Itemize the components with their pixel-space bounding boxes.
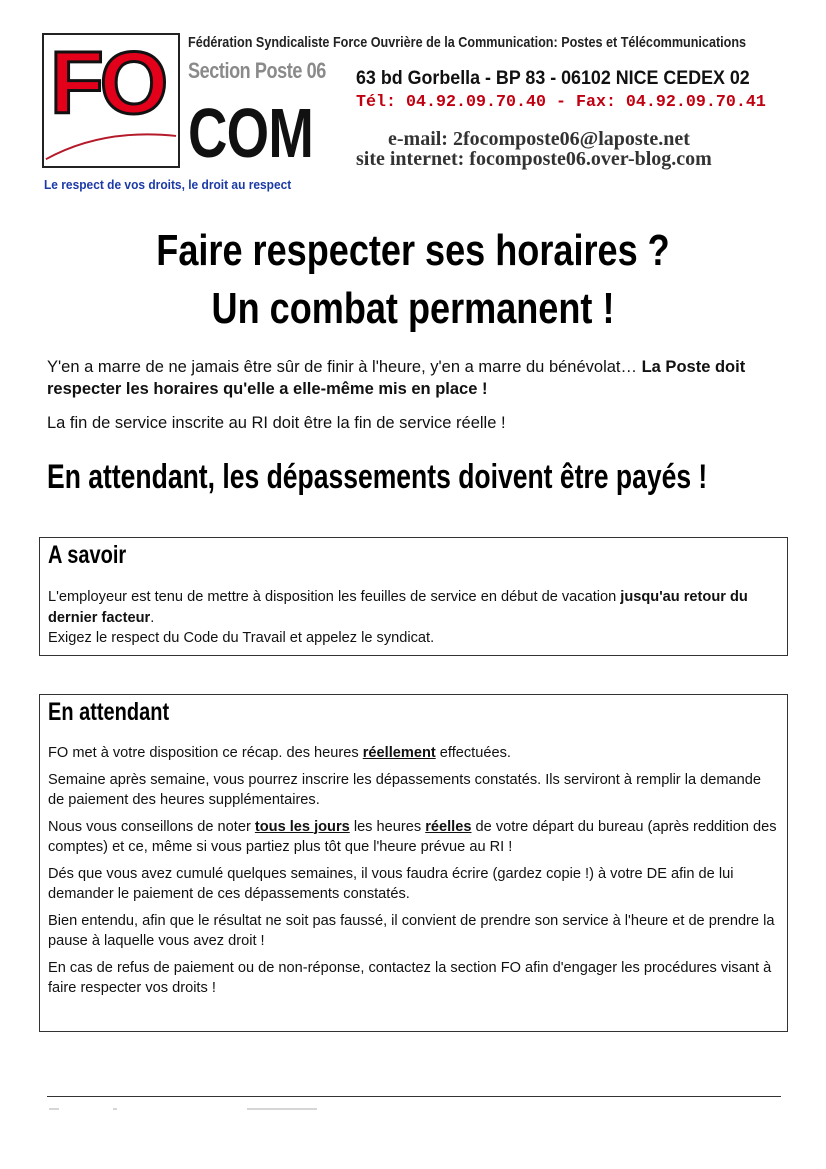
attendant-body xyxy=(48,743,778,1005)
attendant-paragraph-5: Bien entendu, afin que le résultat ne soit pas faussé, il convient de prendre son service à l'heure et de prendre la pause à laquelle vous avez droit ! xyxy=(48,912,775,949)
phone-fax: Tél: 04.92.09.70.40 - Fax: 04.92.09.70.41 xyxy=(356,93,766,112)
footer-faint-marks xyxy=(47,1108,781,1116)
attendant-p3-underline-2: réelles xyxy=(425,818,472,835)
attendant-box xyxy=(39,694,788,1032)
attendant-paragraph-2: Semaine après semaine, vous pourrez inscrire les dépassements constatés. Ils serviront à remplir la demande de paiement des heures supplémentaires. xyxy=(48,771,761,808)
intro-paragraph xyxy=(47,356,787,400)
savoir-body xyxy=(48,587,778,649)
attendant-paragraph-4: Dés que vous avez cumulé quelques semaines, il vous faudra écrire (gardez copie !) à votre DE afin de lui demander le paiement de ces dépassements constatés. xyxy=(48,865,734,902)
section-label: Section Poste 06 xyxy=(188,58,326,83)
intro-bold: La Poste doit respecter les horaires qu'elle a elle-même mis en place ! xyxy=(47,358,746,398)
attendant-paragraph-1 xyxy=(48,743,778,764)
attendant-p3-b: les heures xyxy=(349,818,426,835)
attendant-paragraph-6: En cas de refus de paiement ou de non-réponse, contactez la section FO afin d'engager les procédures visant à faire respecter vos droits ! xyxy=(48,959,772,996)
headline-line-1: Faire respecter ses horaires ? xyxy=(156,226,670,275)
attendant-p3-a: Nous vous conseillons de noter xyxy=(48,818,255,835)
attendant-title: En attendant xyxy=(48,698,170,726)
website-contact: site internet: focomposte06.over-blog.com xyxy=(356,148,712,170)
fo-logo xyxy=(42,33,180,168)
attendant-p1-a: FO met à votre disposition ce récap. des heures xyxy=(48,745,363,761)
attendant-p3-underline-1: tous les jours xyxy=(254,818,350,835)
fin-service-statement: La fin de service inscrite au RI doit être la fin de service réelle ! xyxy=(47,414,506,432)
savoir-title: A savoir xyxy=(48,541,127,569)
footer-divider xyxy=(47,1096,781,1097)
brand-com: COM xyxy=(188,94,314,172)
savoir-p1-bold: jusqu'au retour du dernier facteur xyxy=(48,589,748,626)
headline-line-2: Un combat permanent ! xyxy=(211,284,615,333)
attention-heading: En attendant, les dépassements doivent être payés ! xyxy=(47,458,708,496)
federation-name: Fédération Syndicaliste Force Ouvrière de la Communication: Postes et Télécommunications xyxy=(188,34,747,51)
savoir-box xyxy=(39,537,788,656)
attendant-p3-c: de votre départ du bureau (après reddition des comptes) et ce, même si vous partiez plus tôt que l'heure prévue au RI ! xyxy=(48,818,777,855)
attendant-p1-underline: réellement xyxy=(362,745,436,761)
logo-fo-text: FO xyxy=(50,33,165,132)
attendant-paragraph-3 xyxy=(48,817,778,858)
attendant-p1-b: effectuées. xyxy=(435,745,511,761)
savoir-p1-text: L'employeur est tenu de mettre à disposition les feuilles de service en début de vacation xyxy=(48,589,621,605)
email-contact: e-mail: 2focomposte06@laposte.net xyxy=(388,128,690,150)
intro-text: Y'en a marre de ne jamais être sûr de finir à l'heure, y'en a marre du bénévolat… xyxy=(47,358,642,376)
savoir-paragraph-2: Exigez le respect du Code du Travail et appelez le syndicat. xyxy=(48,630,435,646)
savoir-p1-end: . xyxy=(150,609,155,626)
savoir-paragraph-1 xyxy=(48,587,778,628)
tagline: Le respect de vos droits, le droit au respect xyxy=(44,177,292,192)
postal-address: 63 bd Gorbella - BP 83 - 06102 NICE CEDEX 02 xyxy=(356,68,750,89)
